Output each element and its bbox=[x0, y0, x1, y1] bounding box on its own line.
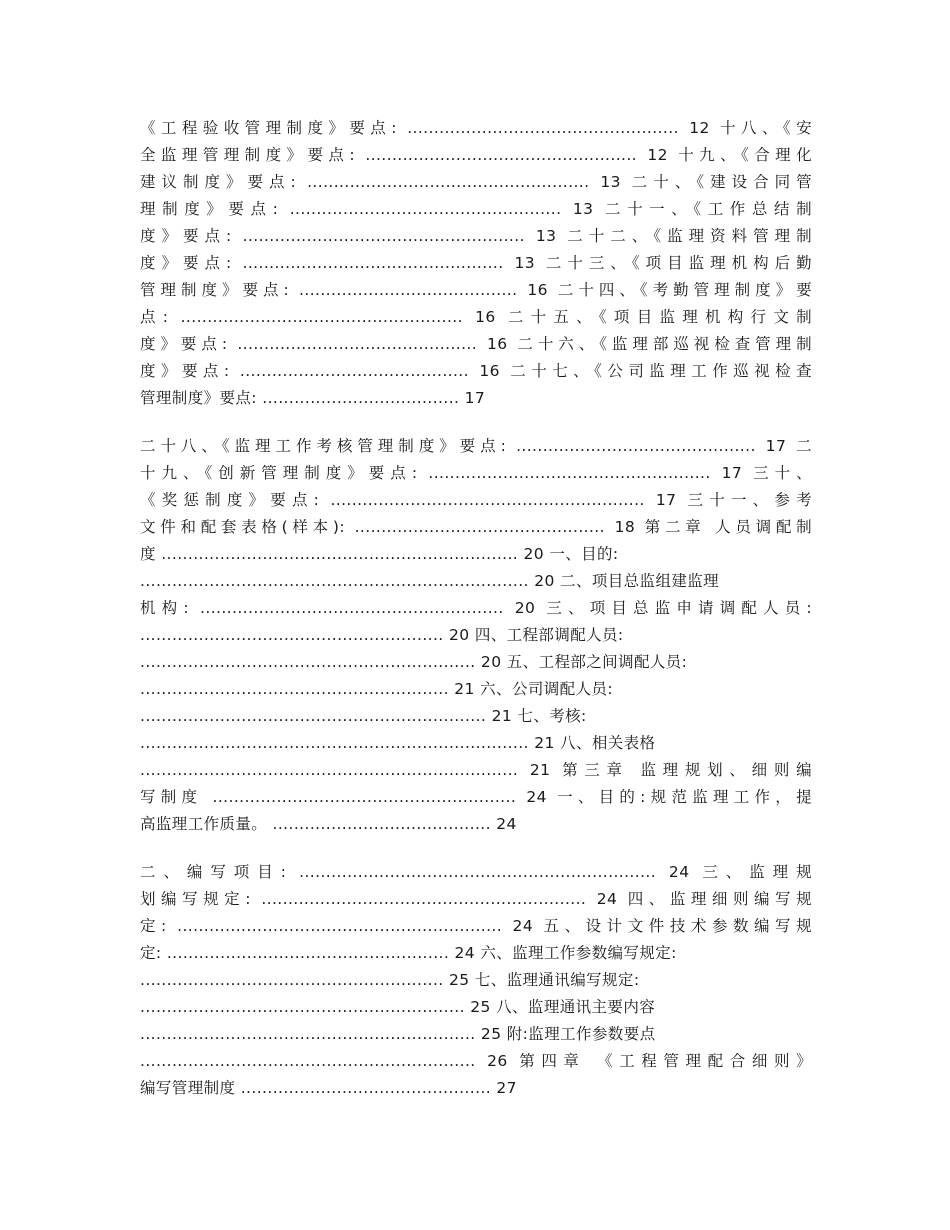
toc-line: 编写管理制度 ............................................... 27 bbox=[140, 1079, 517, 1097]
toc-line: ......................................................................... 21 八、相关表格 bbox=[140, 734, 656, 752]
toc-line: 度》要点: ........................................... 16 二十七、《公司监理工作巡视检查 bbox=[140, 362, 812, 380]
toc-paragraph-2 bbox=[140, 433, 812, 838]
toc-line: 理制度》要点: ................................................... 13 二十一、《工作总结制 bbox=[140, 200, 812, 218]
toc-paragraph-3 bbox=[140, 859, 812, 1102]
toc-line: 度》要点: ..................................................... 13 二十二、《监理资料管理制 bbox=[140, 227, 812, 245]
toc-paragraph-1 bbox=[140, 115, 812, 412]
toc-line: 点: ..................................................... 16 二十五、《项目监理机构行文制 bbox=[140, 308, 812, 326]
toc-line: ............................................................... 20 五、工程部之间调配人员: bbox=[140, 653, 688, 671]
toc-line: .......................................................... 21 六、公司调配人员: bbox=[140, 680, 613, 698]
toc-line: ......................................................................... 20 二、项目总监组建监理 bbox=[140, 572, 720, 590]
toc-line: 管理制度》要点: ......................................... 16 二十四、《考勤管理制度》要 bbox=[140, 281, 812, 299]
toc-line: ................................................................. 21 七、考核: bbox=[140, 707, 587, 725]
toc-line: 高监理工作质量。 ......................................... 24 bbox=[140, 815, 517, 833]
toc-line: 《奖惩制度》要点: ........................................................... 17 三十一、参考 bbox=[140, 491, 812, 509]
toc-line: 定: ..................................................... 24 六、监理工作参数编写规定: bbox=[140, 944, 677, 962]
toc-line: ............................................................... 25 附:监理工作参数要点 bbox=[140, 1025, 656, 1043]
toc-line: 文件和配套表格(样本): ............................................... 18 第二章 人员调配制 bbox=[140, 518, 812, 536]
toc-line: 十九、《创新管理制度》要点: ..................................................... 17 三十、 bbox=[140, 464, 812, 482]
toc-page bbox=[140, 115, 812, 1123]
toc-line: 定: ............................................................. 24 五、设计文件技术参数编写规 bbox=[140, 917, 812, 935]
toc-line: 全监理管理制度》要点: ................................................... 12 十九、《合理化 bbox=[140, 146, 812, 164]
toc-line: 管理制度》要点: ..................................... 17 bbox=[140, 389, 486, 407]
toc-line: 划编写规定: ............................................................. 24 四、监理细则编写规 bbox=[140, 890, 812, 908]
toc-line: ......................................................... 20 四、工程部调配人员: bbox=[140, 626, 624, 644]
toc-line: 二十八、《监理工作考核管理制度》要点: ............................................. 17 二 bbox=[140, 437, 812, 455]
toc-line: 度 ................................................................... 20 一、目的: bbox=[140, 545, 619, 563]
toc-line: ............................................................. 25 八、监理通讯主要内容 bbox=[140, 998, 656, 1016]
toc-line: 写制度 ......................................................... 24 一、目的:规范监理工作，提 bbox=[140, 788, 812, 806]
toc-line: 机构: ......................................................... 20 三、项目总监申请调配人员: bbox=[140, 599, 812, 617]
toc-line: 度》要点: ............................................. 16 二十六、《监理部巡视检查管理制 bbox=[140, 335, 812, 353]
toc-line: ....................................................................... 21 第三章 监理规划、细则编 bbox=[140, 761, 812, 779]
toc-line: 二、编写项目: ................................................................... 24 三、监理规 bbox=[140, 863, 812, 881]
toc-line: 《工程验收管理制度》要点: ................................................... 12 十八、《安 bbox=[140, 119, 812, 137]
toc-line: ............................................................... 26 第四章 《工程管理配合细则》 bbox=[140, 1052, 812, 1070]
toc-line: 度》要点: ................................................. 13 二十三、《项目监理机构后勤 bbox=[140, 254, 812, 272]
toc-line: ......................................................... 25 七、监理通讯编写规定: bbox=[140, 971, 640, 989]
toc-line: 建议制度》要点: ..................................................... 13 二十、《建设合同管 bbox=[140, 173, 812, 191]
